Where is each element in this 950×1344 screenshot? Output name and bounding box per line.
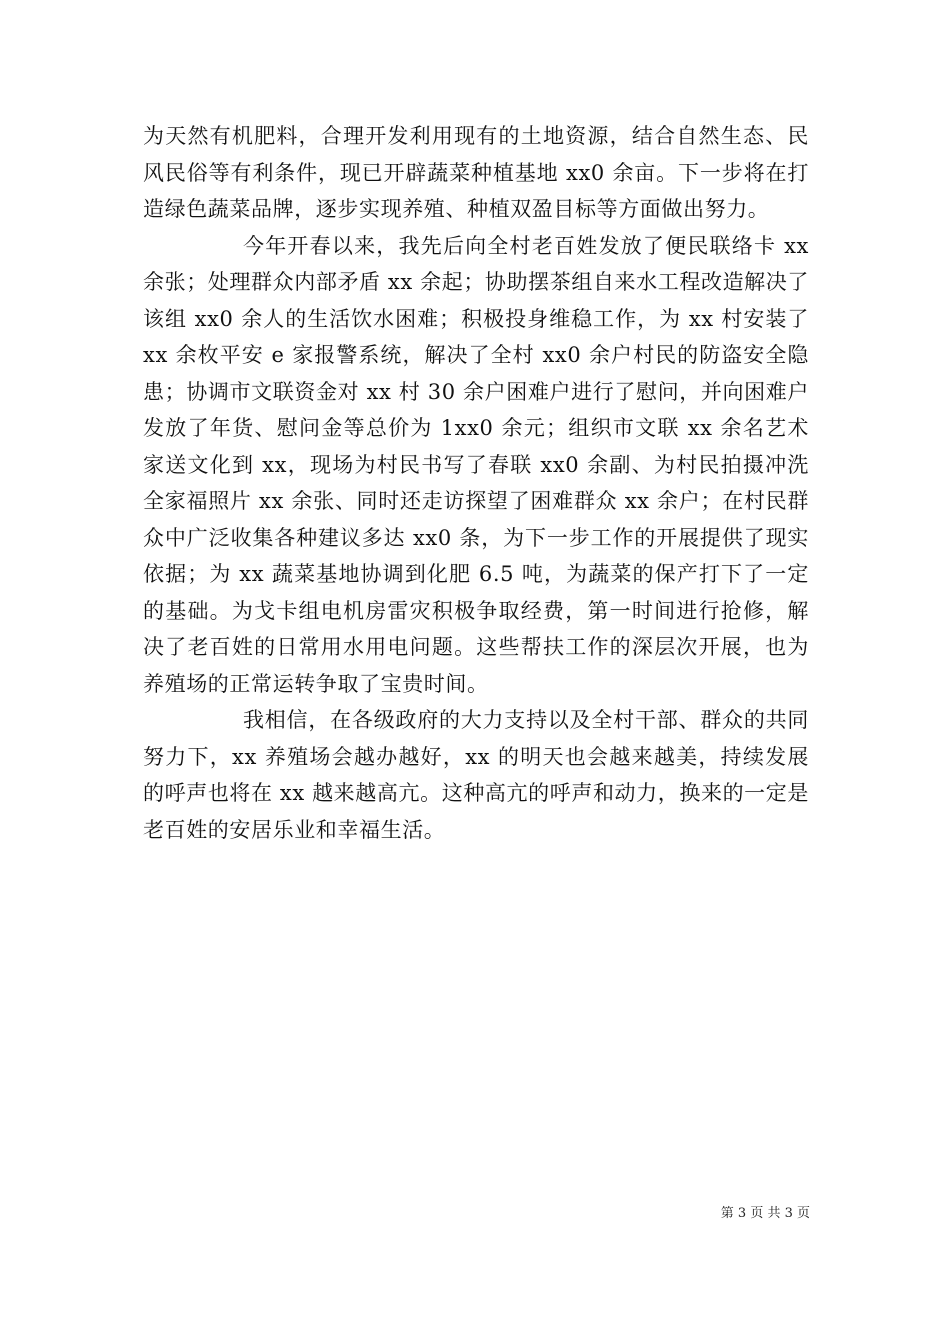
paragraph-3: 我相信，在各级政府的大力支持以及全村干部、群众的共同努力下，xx 养殖场会越办越好，xx 的明天也会越来越美，持续发展的呼声也将在 xx 越来越高亢。这种高亢的呼声和动力，换来的一定是老百姓的安居乐业和幸福生活。	[143, 708, 809, 842]
paragraph-2: 今年开春以来，我先后向全村老百姓发放了便民联络卡 xx 余张；处理群众内部矛盾 xx 余起；协助摆茶组自来水工程改造解决了该组 xx0 余人的生活饮水困难；积极投身维稳工作，为 xx 村安装了 xx 余枚平安 e 家报警系统，解决了全村 xx0 余户村民的防盗安全隐患；协调市文联资金对 xx 村 30 余户困难户进行了慰问，并向困难户发放了年货、慰问金等总价为 1xx0 余元；组织市文联 xx 余名艺术家送文化到 xx，现场为村民书写了春联 xx0 余副、为村民拍摄冲洗全家福照片 xx 余张、同时还走访探望了困难群众 xx 余户；在村民群众中广泛收集各种建议多达 xx0 条，为下一步工作的开展提供了现实依据；为 xx 蔬菜基地协调到化肥 6.5 吨，为蔬菜的保产打下了一定的基础。为戈卡组电机房雷灾积极争取经费，第一时间进行抢修，解决了老百姓的日常用水用电问题。这些帮扶工作的深层次开展，也为养殖场的正常运转争取了宝贵时间。	[143, 233, 809, 696]
page-number-footer: 第 3 页 共 3 页	[720, 1206, 810, 1221]
document-body	[143, 118, 809, 848]
paragraph-1: 为天然有机肥料，合理开发利用现有的土地资源，结合自然生态、民风民俗等有利条件，现已开辟蔬菜种植基地 xx0 余亩。下一步将在打造绿色蔬菜品牌，逐步实现养殖、种植双盈目标等方面做出努力。	[143, 124, 809, 221]
